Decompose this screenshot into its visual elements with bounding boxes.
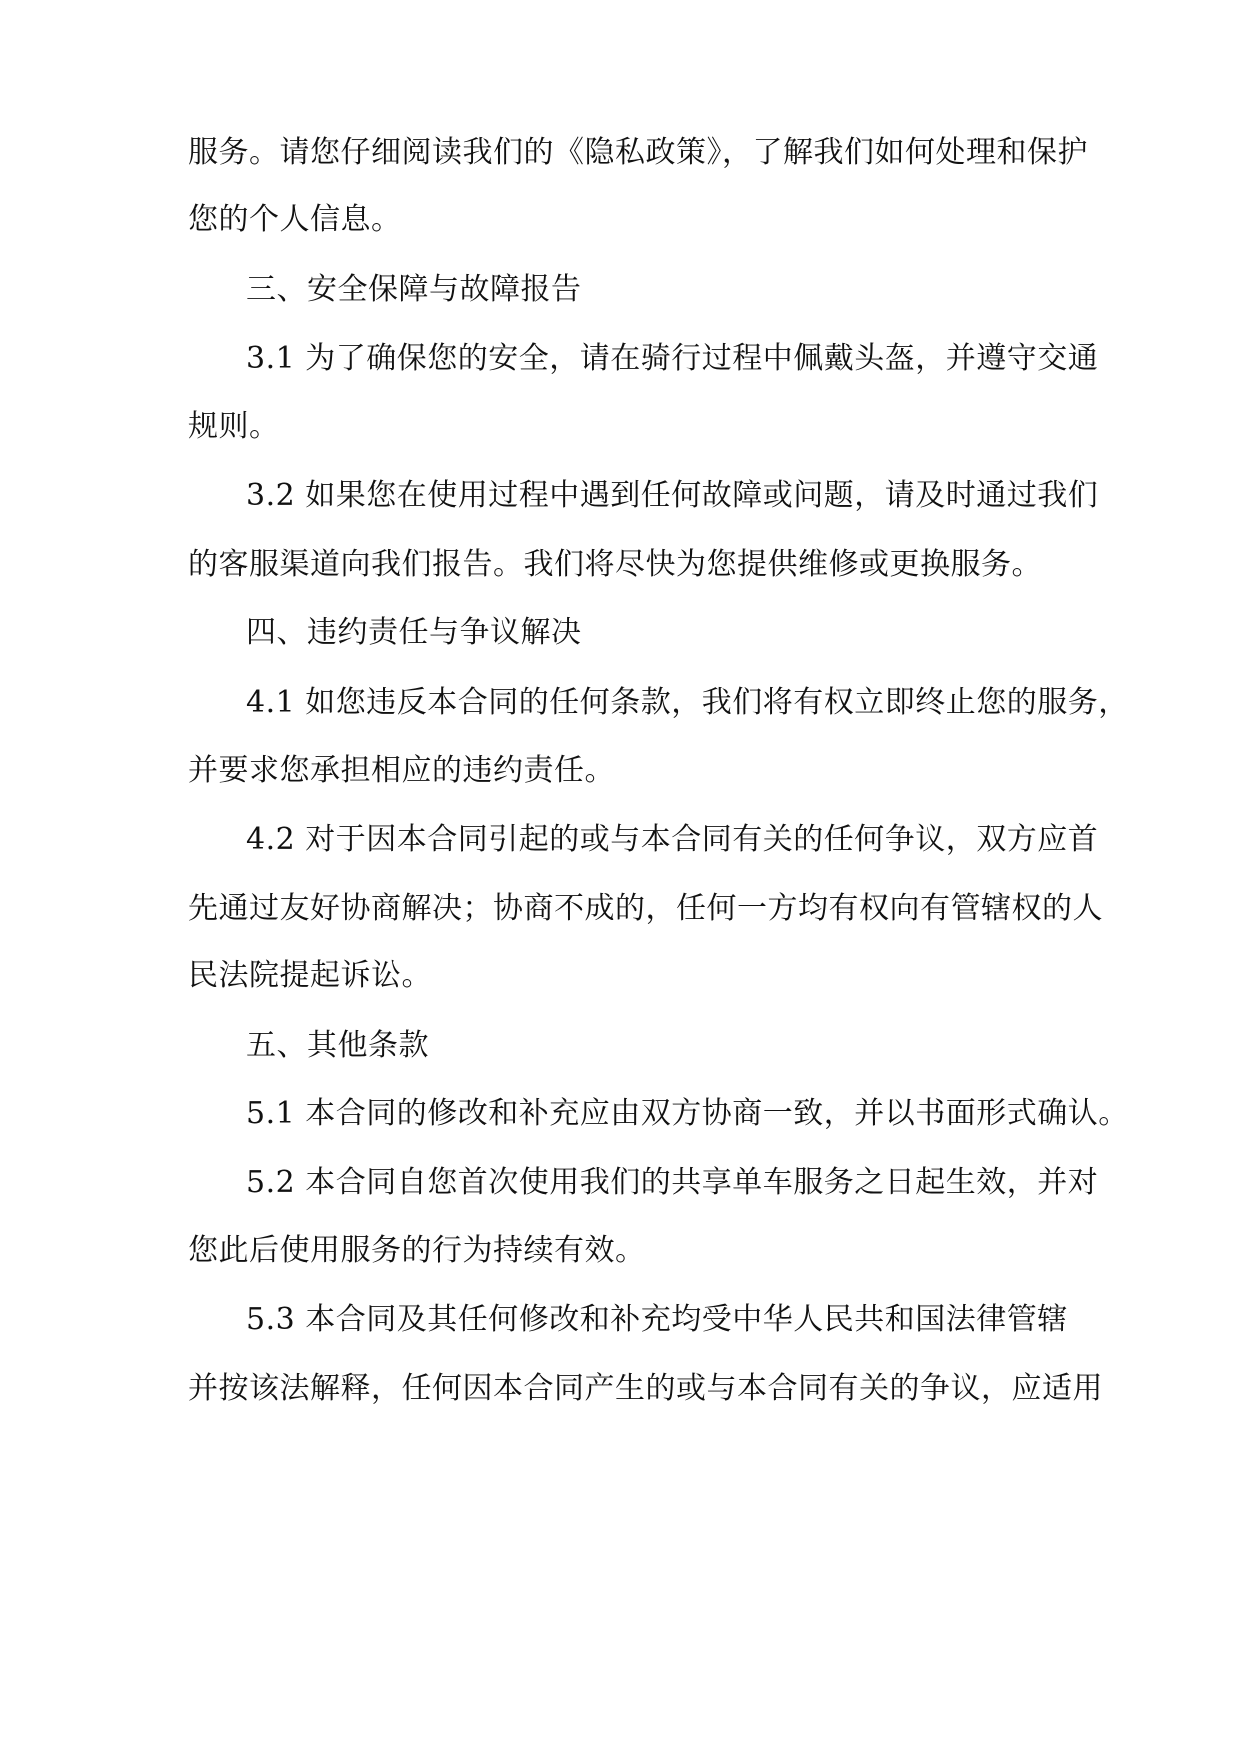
- clause-line: 5.2 本合同自您首次使用我们的共享单车服务之日起生效，并对: [246, 1165, 1099, 1200]
- paragraph-line: 民法院提起诉讼。: [188, 958, 432, 993]
- clause-line: 4.2 对于因本合同引起的或与本合同有关的任何争议，双方应首: [246, 822, 1099, 857]
- clause-line: 4.1 如您违反本合同的任何条款，我们将有权立即终止您的服务，: [246, 685, 1129, 720]
- paragraph-line: 并按该法解释，任何因本合同产生的或与本合同有关的争议，应适用: [188, 1371, 1103, 1406]
- clause-line: 5.1 本合同的修改和补充应由双方协商一致，并以书面形式确认。: [246, 1096, 1129, 1131]
- section-heading: 五、其他条款: [246, 1028, 429, 1063]
- clause-line: 3.1 为了确保您的安全，请在骑行过程中佩戴头盔，并遵守交通: [246, 341, 1099, 376]
- paragraph-line: 您此后使用服务的行为持续有效。: [188, 1233, 646, 1268]
- paragraph-line: 并要求您承担相应的违约责任。: [188, 753, 615, 788]
- clause-line: 5.3 本合同及其任何修改和补充均受中华人民共和国法律管辖: [246, 1302, 1068, 1337]
- section-heading: 三、安全保障与故障报告: [246, 272, 582, 307]
- paragraph-line: 先通过友好协商解决；协商不成的，任何一方均有权向有管辖权的人: [188, 891, 1103, 926]
- paragraph-line: 服务。请您仔细阅读我们的《隐私政策》，了解我们如何处理和保护: [188, 135, 1088, 170]
- section-heading: 四、违约责任与争议解决: [246, 615, 582, 650]
- clause-line: 3.2 如果您在使用过程中遇到任何故障或问题，请及时通过我们: [246, 478, 1099, 513]
- paragraph-line: 您的个人信息。: [188, 202, 402, 237]
- paragraph-line: 规则。: [188, 409, 280, 444]
- paragraph-line: 的客服渠道向我们报告。我们将尽快为您提供维修或更换服务。: [188, 547, 1042, 582]
